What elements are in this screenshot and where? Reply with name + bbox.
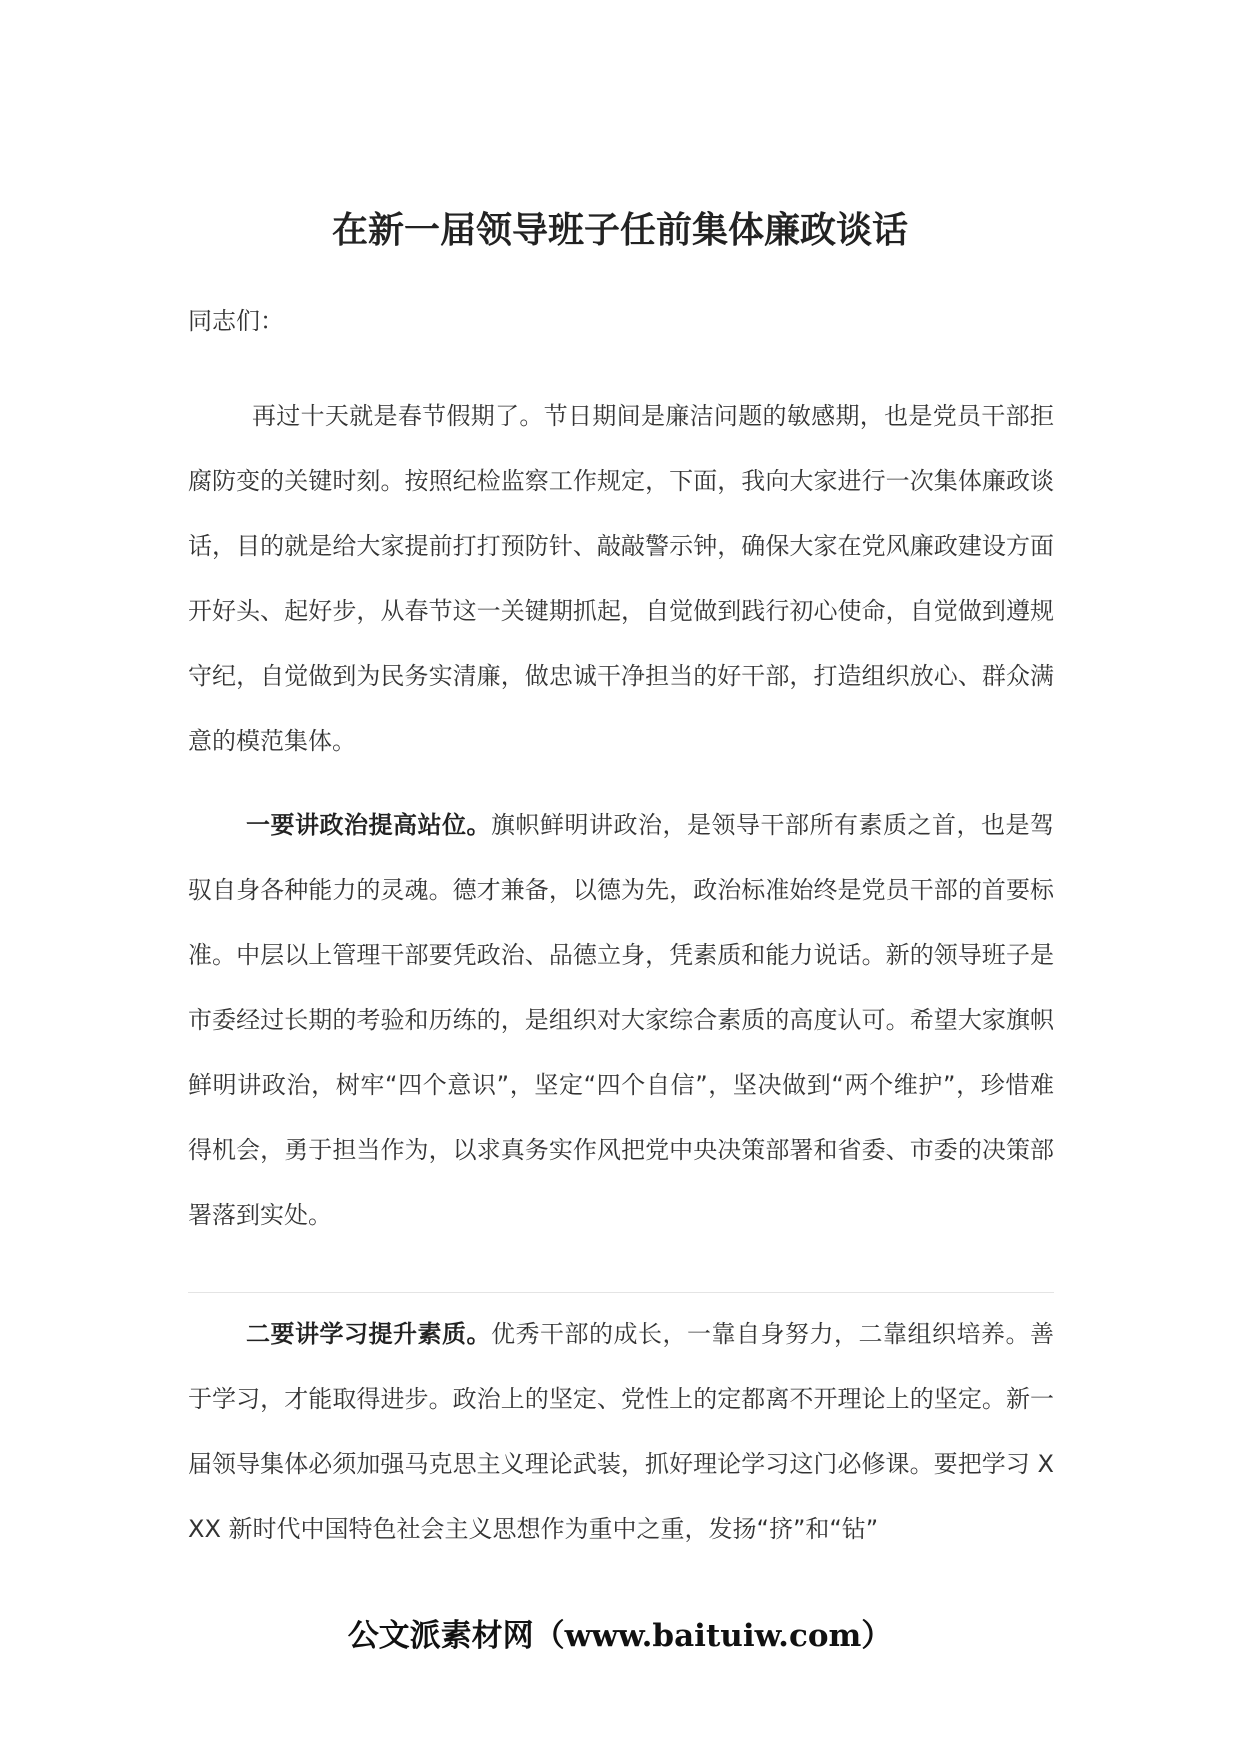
page-title: 在新一届领导班子任前集体廉政谈话 — [331, 209, 908, 251]
paragraph-politics — [188, 793, 1054, 1248]
salutation: 同志们： — [188, 307, 284, 335]
paragraph-text: 旗帜鲜明讲政治，是领导干部所有素质之首，也是驾驭自身各种能力的灵魂。德才兼备，以德为先，政治标准始终是党员干部的首要标准。中层以上管理干部要凭政治、品德立身，凭素质和能力说话。新的领导班子是市委经过长期的考验和历练的，是组织对大家综合素质的高度认可。希望大家旗帜鲜明讲政治，树牢“四个意识”，坚定“四个自信”，坚决做到“两个维护”，珍惜难得机会，勇于担当作为，以求真务实作风把党中央决策部署和省委、市委的决策部署落到实处。 — [188, 811, 1054, 1229]
paragraph-heading: 一要讲政治提高站位。 — [246, 811, 491, 839]
paragraph-heading: 二要讲学习提升素质。 — [246, 1320, 491, 1348]
paragraph-text: 优秀干部的成长，一靠自身努力，二靠组织培养。善于学习，才能取得进步。政治上的坚定、党性上的定都离不开理论上的坚定。新一届领导集体必须加强马克思主义理论武装，抓好理论学习这门必修课。要把学习 XXX 新时代中国特色社会主义思想作为重中之重，发扬“挤”和“钻” — [188, 1320, 1054, 1543]
paragraph-text: 再过十天就是春节假期了。节日期间是廉洁问题的敏感期，也是党员干部拒腐防变的关键时刻。按照纪检监察工作规定，下面，我向大家进行一次集体廉政谈话，目的就是给大家提前打打预防针、敲敲警示钟，确保大家在党风廉政建设方面开好头、起好步，从春节这一关键期抓起，自觉做到践行初心使命，自觉做到遵规守纪，自觉做到为民务实清廉，做忠诚干净担当的好干部，打造组织放心、群众满意的模范集体。 — [188, 402, 1054, 755]
section-divider — [188, 1292, 1054, 1293]
footer-watermark: 公文派素材网（www.baituiw.com） — [347, 1618, 893, 1654]
paragraph-study — [188, 1302, 1054, 1562]
paragraph-intro — [188, 384, 1054, 774]
